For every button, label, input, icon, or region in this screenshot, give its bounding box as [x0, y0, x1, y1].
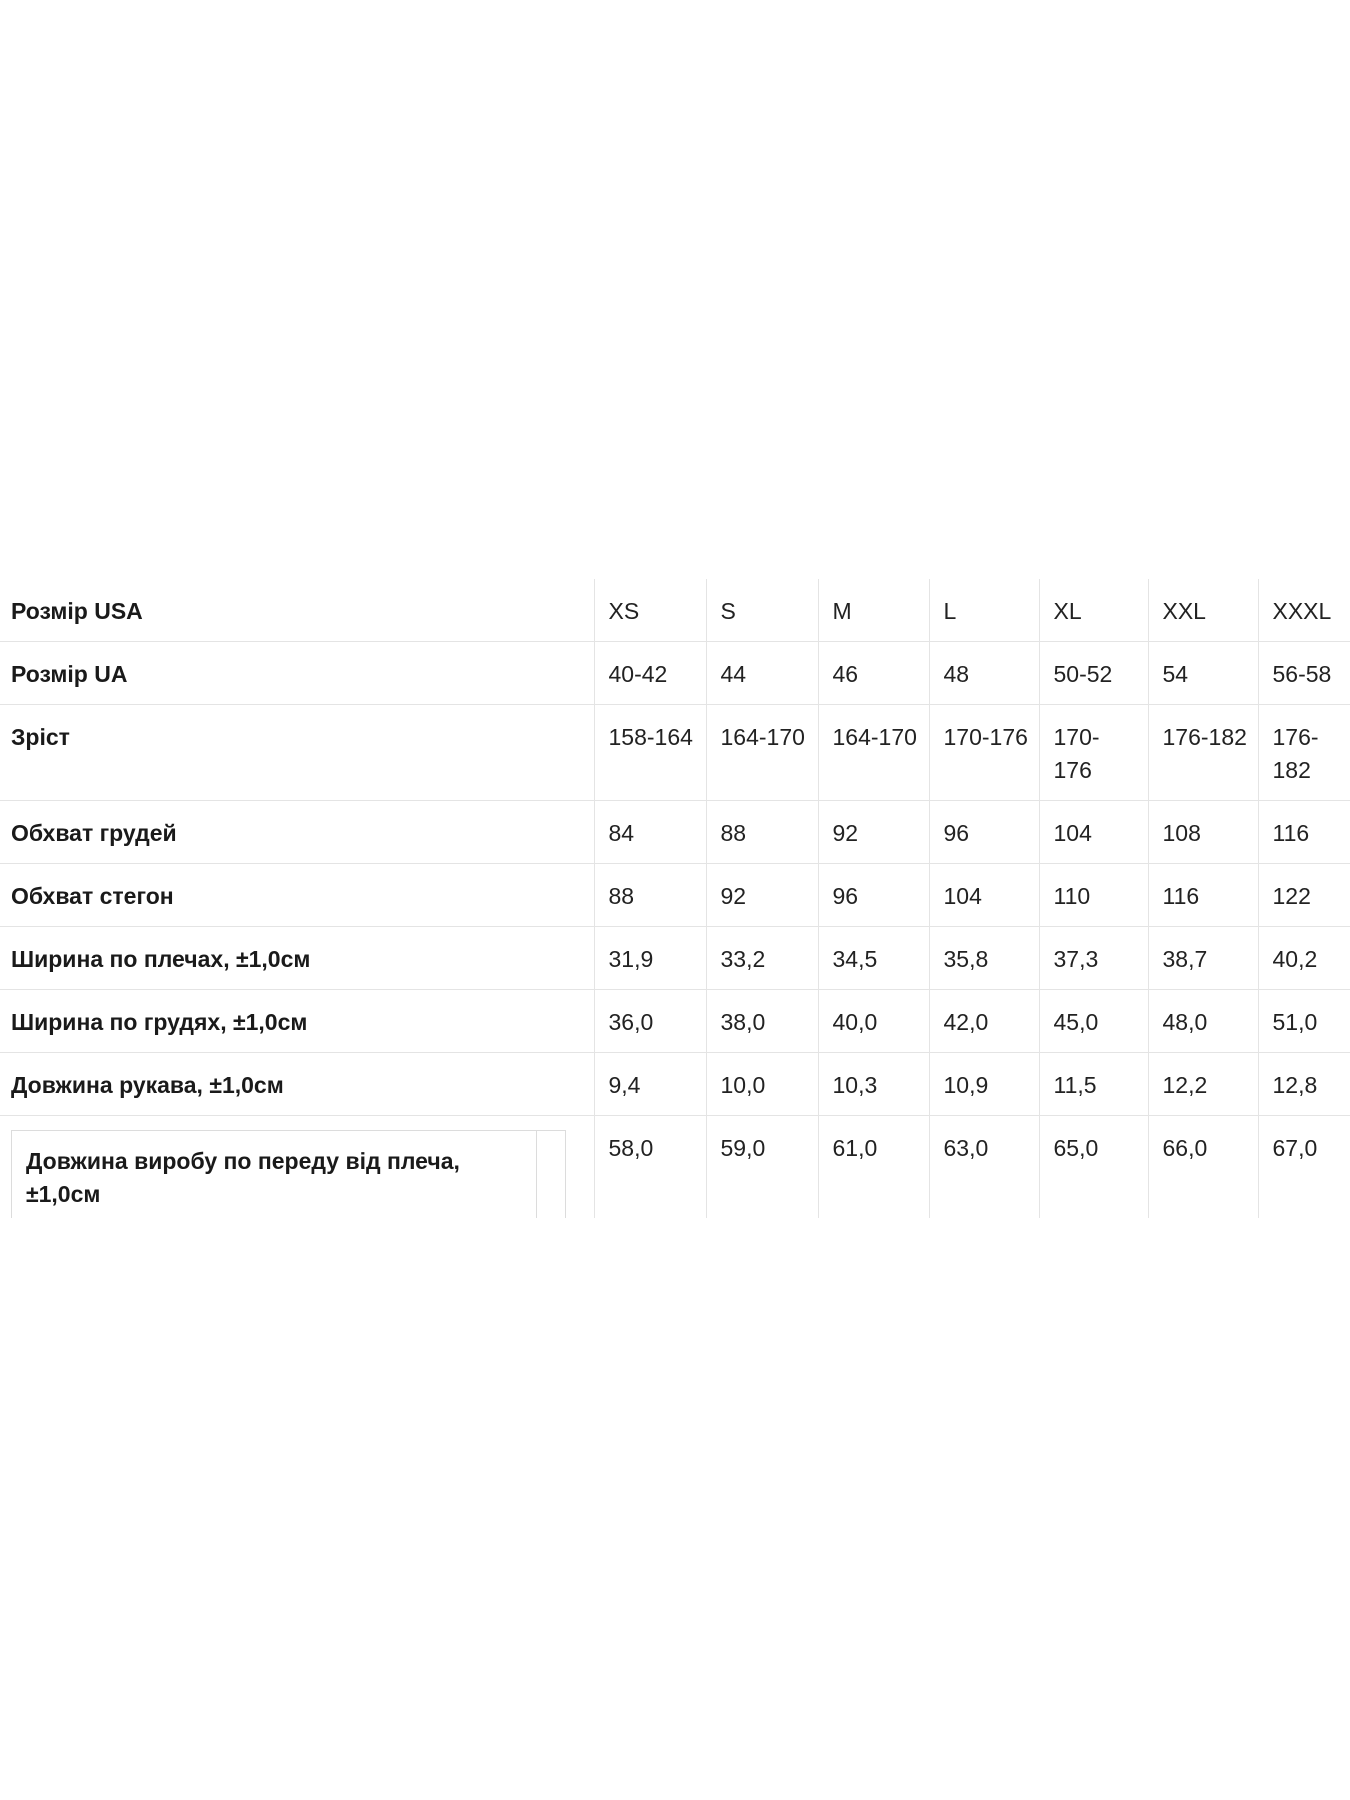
table-cell: 164-170: [818, 705, 929, 801]
table-cell: 40,2: [1258, 927, 1350, 990]
table-cell: 158-164: [594, 705, 706, 801]
table-cell: 58,0: [594, 1116, 706, 1219]
table-cell: 96: [818, 864, 929, 927]
table-cell: L: [929, 579, 1039, 642]
table-row-front-length: [0, 1116, 1350, 1219]
table-cell: 122: [1258, 864, 1350, 927]
table-cell: 88: [594, 864, 706, 927]
table-cell: 37,3: [1039, 927, 1148, 990]
table-cell: 11,5: [1039, 1053, 1148, 1116]
table-cell: 170-176: [929, 705, 1039, 801]
divider: [536, 1131, 537, 1218]
table-cell: 50-52: [1039, 642, 1148, 705]
table-cell: 176-182: [1258, 705, 1350, 801]
table-cell: 51,0: [1258, 990, 1350, 1053]
row-label-cell: [0, 1116, 594, 1219]
table-cell: 96: [929, 801, 1039, 864]
table-cell: 67,0: [1258, 1116, 1350, 1219]
table-cell: 45,0: [1039, 990, 1148, 1053]
table-cell: 104: [1039, 801, 1148, 864]
row-label: Обхват грудей: [0, 801, 594, 864]
table-cell: 48: [929, 642, 1039, 705]
row-label: Довжина рукава, ±1,0см: [0, 1053, 594, 1116]
table-cell: 12,8: [1258, 1053, 1350, 1116]
table-cell: 84: [594, 801, 706, 864]
table-cell: XS: [594, 579, 706, 642]
table-cell: M: [818, 579, 929, 642]
table-cell: 61,0: [818, 1116, 929, 1219]
table-cell: 10,0: [706, 1053, 818, 1116]
table-cell: 63,0: [929, 1116, 1039, 1219]
table-cell: 9,4: [594, 1053, 706, 1116]
size-chart-table: [0, 579, 1350, 1218]
table-cell: S: [706, 579, 818, 642]
table-cell: 33,2: [706, 927, 818, 990]
row-label: Ширина по плечах, ±1,0см: [0, 927, 594, 990]
table-row-hips: [0, 864, 1350, 927]
table-cell: 66,0: [1148, 1116, 1258, 1219]
table-cell: 38,7: [1148, 927, 1258, 990]
table-cell: 108: [1148, 801, 1258, 864]
table-row-height: [0, 705, 1350, 801]
table-cell: 176-182: [1148, 705, 1258, 801]
table-cell: 88: [706, 801, 818, 864]
table-cell: 12,2: [1148, 1053, 1258, 1116]
row-label: Зріст: [0, 705, 594, 801]
table-cell: 31,9: [594, 927, 706, 990]
table-cell: 46: [818, 642, 929, 705]
table-cell: 42,0: [929, 990, 1039, 1053]
table-cell: 59,0: [706, 1116, 818, 1219]
row-label: Розмір USA: [0, 579, 594, 642]
table-cell: 170-176: [1039, 705, 1148, 801]
table-cell: XXXL: [1258, 579, 1350, 642]
table-cell: 92: [706, 864, 818, 927]
table-row-chest: [0, 801, 1350, 864]
row-label: Обхват стегон: [0, 864, 594, 927]
table-cell: XL: [1039, 579, 1148, 642]
table-cell: 110: [1039, 864, 1148, 927]
table-row-size-ua: [0, 642, 1350, 705]
table-cell: 104: [929, 864, 1039, 927]
table-cell: 10,9: [929, 1053, 1039, 1116]
row-label: Розмір UA: [0, 642, 594, 705]
label-box: [11, 1130, 566, 1218]
table-cell: 36,0: [594, 990, 706, 1053]
table-cell: 164-170: [706, 705, 818, 801]
table-cell: 65,0: [1039, 1116, 1148, 1219]
table-cell: 54: [1148, 642, 1258, 705]
table-row-shoulder-width: [0, 927, 1350, 990]
table-row-chest-width: [0, 990, 1350, 1053]
table-cell: 44: [706, 642, 818, 705]
row-label: Довжина виробу по переду від плеча, ±1,0см: [26, 1148, 460, 1207]
table-row-size-usa: [0, 579, 1350, 642]
table-cell: 56-58: [1258, 642, 1350, 705]
table-cell: 40,0: [818, 990, 929, 1053]
row-label: Ширина по грудях, ±1,0см: [0, 990, 594, 1053]
table-cell: 40-42: [594, 642, 706, 705]
table-cell: 10,3: [818, 1053, 929, 1116]
table-cell: 38,0: [706, 990, 818, 1053]
table-cell: 92: [818, 801, 929, 864]
table-row-sleeve-length: [0, 1053, 1350, 1116]
table-cell: XXL: [1148, 579, 1258, 642]
table-cell: 35,8: [929, 927, 1039, 990]
table-cell: 34,5: [818, 927, 929, 990]
table-cell: 116: [1148, 864, 1258, 927]
table-cell: 48,0: [1148, 990, 1258, 1053]
table-cell: 116: [1258, 801, 1350, 864]
